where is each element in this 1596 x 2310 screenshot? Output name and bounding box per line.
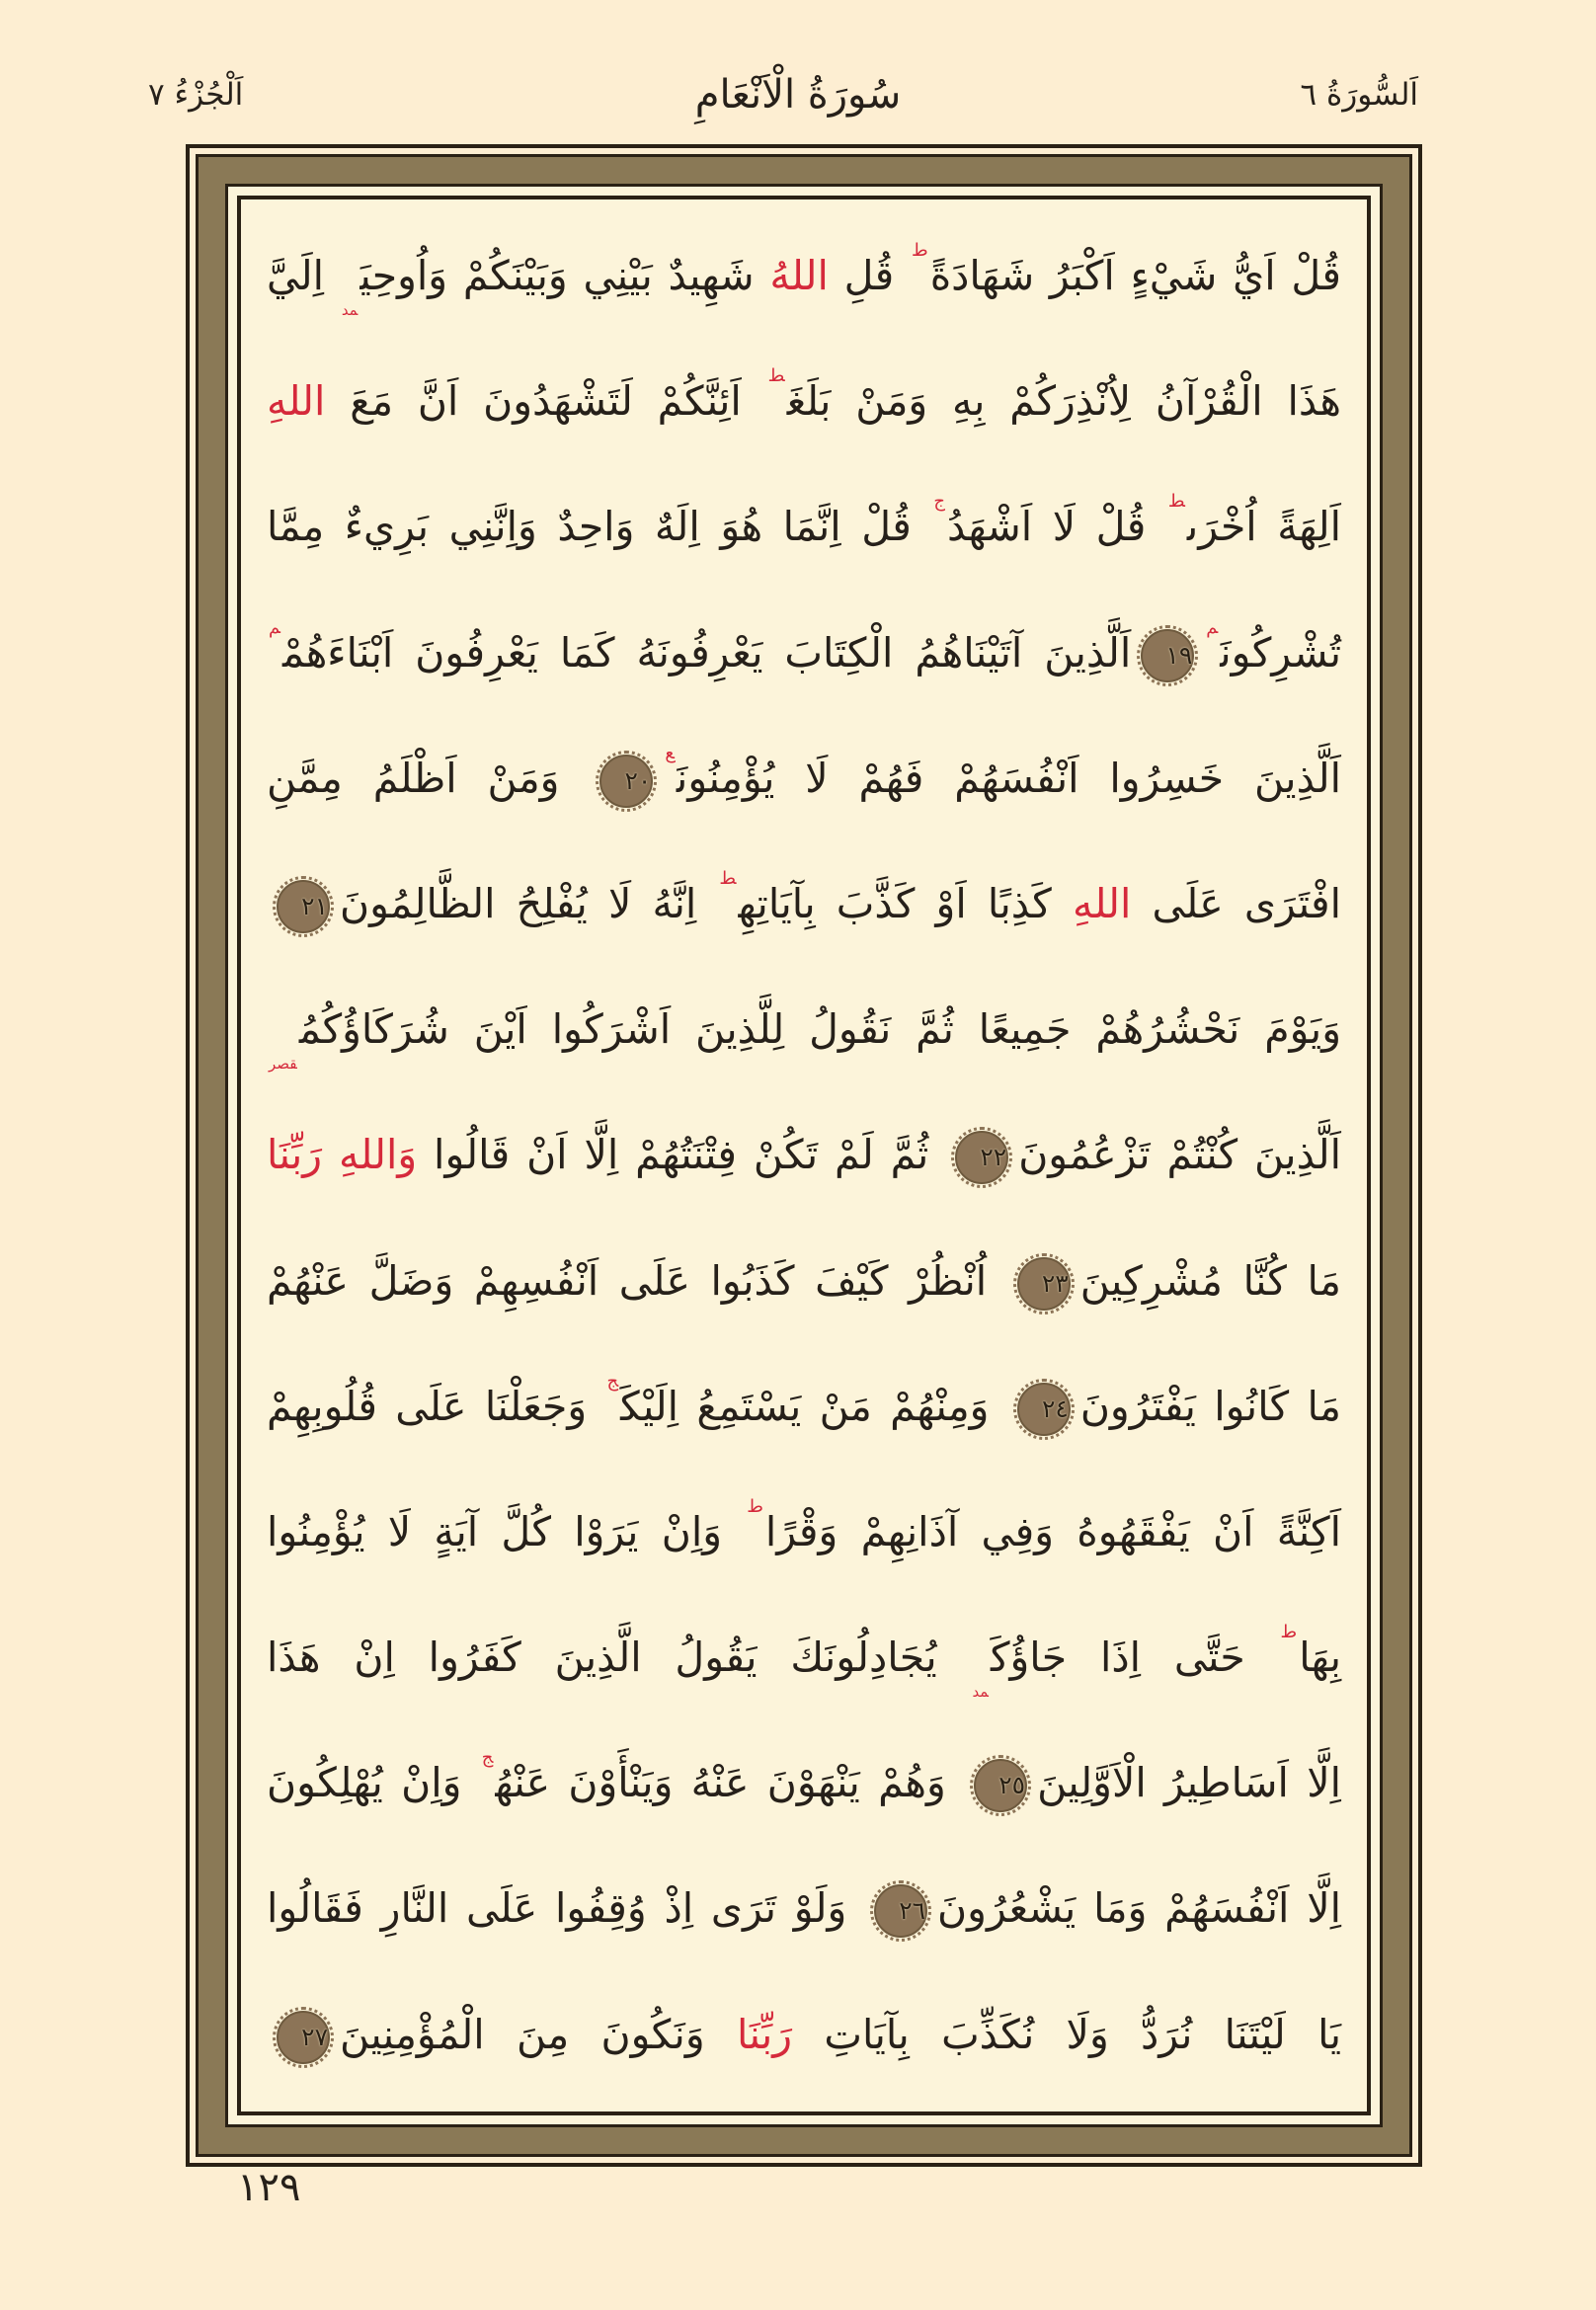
verse-marker: ٢٤ xyxy=(1017,1383,1071,1436)
tajweed-stop-mark: ط xyxy=(747,1495,763,1517)
verse-text: ثُمَّ لَمْ تَكُنْ فِتْنَتُهُمْ اِلَّا اَنْ قَالُوا xyxy=(417,1131,946,1179)
quran-line xyxy=(267,213,1341,339)
quran-text-area xyxy=(267,213,1341,2098)
verse-text: اَئِنَّكُمْ لَتَشْهَدُونَ اَنَّ مَعَ xyxy=(325,377,766,426)
verse-marker: ٢١ xyxy=(277,880,330,933)
verse-text: وَهُمْ يَنْهَوْنَ عَنْهُ وَيَنْأَوْنَ عَنْهُ xyxy=(495,1759,965,1807)
divine-name-text: رَبِّنَا xyxy=(736,2010,793,2058)
page-header xyxy=(0,47,1596,142)
verse-text: اَكِنَّةً اَنْ يَفْقَهُوهُ وَفِي آذَانِهِمْ وَقْرًا xyxy=(764,1507,1342,1555)
tajweed-stop-mark: ط xyxy=(719,867,737,889)
tajweed-note-mark: مد xyxy=(341,301,359,319)
juz-label: اَلْجُزْءُ ٧ xyxy=(148,77,244,113)
verse-text: وَلَوْ تَرَى اِذْ وُقِفُوا عَلَى النَّارِ فَقَالُوا xyxy=(267,1884,865,1933)
tajweed-stop-mark: ط xyxy=(1280,1622,1298,1643)
ornamental-frame xyxy=(186,144,1422,2167)
quran-line xyxy=(267,1344,1341,1470)
surah-title: سُورَةُ الْاَنْعَامِ xyxy=(694,72,902,118)
verse-text: افْتَرَى عَلَى xyxy=(1131,879,1341,927)
verse-text: اِلَّا اَنْفُسَهُمْ وَمَا يَشْعُرُونَ xyxy=(937,1884,1341,1933)
verse-text: اَلَّذِينَ خَسِرُوا اَنْفُسَهُمْ فَهُمْ لَا يُؤْمِنُونَ xyxy=(676,754,1341,802)
quran-line xyxy=(267,339,1341,464)
verse-text: يُجَادِلُونَكَ يَقُولُ الَّذِينَ كَفَرُوا اِنْ هَذَا xyxy=(267,1633,971,1682)
quran-line xyxy=(267,1470,1341,1595)
tajweed-note-mark: قصر xyxy=(269,1055,297,1074)
verse-text: وَنَكُونَ مِنَ الْمُؤْمِنِينَ xyxy=(340,2010,737,2058)
tajweed-note-mark: مد xyxy=(972,1683,989,1702)
quran-line xyxy=(267,464,1341,590)
verse-text: وَاِنْ يَرَوْا كُلَّ آيَةٍ لَا يُؤْمِنُوا xyxy=(267,1507,746,1555)
verse-text: بِهَا xyxy=(1299,1633,1341,1682)
quran-line xyxy=(267,841,1341,967)
verse-text: وَجَعَلْنَا عَلَى قُلُوبِهِمْ xyxy=(267,1382,605,1430)
verse-text: قُلِ xyxy=(828,252,911,299)
verse-marker: ٢٣ xyxy=(1017,1257,1071,1311)
frame-inner xyxy=(237,196,1371,2115)
verse-text: اِلَيَّ xyxy=(267,252,340,299)
quran-line xyxy=(267,1595,1341,1720)
divine-name-text: اللهِ xyxy=(1072,879,1132,927)
verse-marker: ١٩ xyxy=(1141,629,1194,682)
tajweed-stop-mark: م xyxy=(1206,616,1219,638)
verse-text: وَمِنْهُمْ مَنْ يَسْتَمِعُ اِلَيْكَ xyxy=(620,1382,1007,1430)
verse-text: حَتَّى اِذَا جَاؤُكَ xyxy=(990,1633,1279,1682)
quran-line xyxy=(267,591,1341,716)
quran-line xyxy=(267,1846,1341,1971)
verse-text: وَاِنْ يُهْلِكُونَ xyxy=(267,1759,480,1807)
verse-text: اَلَّذِينَ كُنْتُمْ تَزْعُمُونَ xyxy=(1018,1131,1341,1179)
quran-line xyxy=(267,1092,1341,1218)
quran-line xyxy=(267,1972,1341,2098)
tajweed-stop-mark: ج xyxy=(933,491,946,513)
quran-line xyxy=(267,1720,1341,1846)
verse-marker: ٢٧ xyxy=(277,2011,330,2064)
verse-text: هَذَا الْقُرْآنُ لِاُنْذِرَكُمْ بِهِ وَمَنْ بَلَغَ xyxy=(786,377,1341,426)
verse-text: تُشْرِكُونَ xyxy=(1220,628,1341,677)
verse-marker: ٢٦ xyxy=(874,1884,927,1938)
verse-text: يَا لَيْتَنَا نُرَدُّ وَلَا نُكَذِّبَ بِآيَاتِ xyxy=(792,2010,1341,2058)
verse-text: وَمَنْ اَظْلَمُ مِمَّنِ xyxy=(267,754,591,802)
verse-text: شَهِيدٌ بَيْنِي وَبَيْنَكُمْ وَاُوحِيَ xyxy=(359,252,770,299)
verse-text: اَلِهَةً اُخْرَى xyxy=(1186,503,1341,551)
page-number: ١٢٩ xyxy=(237,2165,301,2210)
verse-marker: ٢٠ xyxy=(599,755,653,808)
verse-text: اِلَّا اَسَاطِيرُ الْاَوَّلِينَ xyxy=(1037,1759,1341,1807)
tajweed-stop-mark: م xyxy=(269,616,280,638)
verse-text: اُنْظُرْ كَيْفَ كَذَبُوا عَلَى اَنْفُسِهِمْ وَضَلَّ عَنْهُمْ xyxy=(267,1256,1007,1305)
verse-marker: ٢٥ xyxy=(974,1759,1027,1812)
verse-text: قُلْ اِنَّمَا هُوَ اِلَهٌ وَاحِدٌ وَاِنَّنِي بَرِيءٌ مِمَّا xyxy=(267,503,932,551)
quran-line xyxy=(267,1219,1341,1344)
frame-line-2 xyxy=(196,154,1412,2157)
tajweed-stop-mark: ج xyxy=(606,1370,619,1392)
verse-text: كَذِبًا اَوْ كَذَّبَ بِآيَاتِهِ xyxy=(738,879,1073,927)
tajweed-stop-mark: ط xyxy=(1167,491,1185,513)
verse-text: مَا كَانُوا يَفْتَرُونَ xyxy=(1079,1382,1341,1430)
divine-name-text: اللهِ xyxy=(267,377,326,426)
verse-text: قُلْ لَا اَشْهَدُ xyxy=(947,503,1166,551)
tajweed-stop-mark: ج xyxy=(481,1747,494,1769)
quran-line xyxy=(267,716,1341,841)
tajweed-stop-mark: ع xyxy=(665,742,675,763)
divine-name-text: وَاللهِ رَبِّنَا xyxy=(267,1131,418,1179)
surah-number-label: اَلسُّورَةُ ٦ xyxy=(1300,77,1418,113)
tajweed-stop-mark: ط xyxy=(767,365,785,387)
frame-band xyxy=(199,157,1409,2154)
verse-text: اِنَّهُ لَا يُفْلِحُ الظَّالِمُونَ xyxy=(340,879,718,927)
verse-text: قُلْ اَيُّ شَيْءٍ اَكْبَرُ شَهَادَةً xyxy=(929,252,1342,299)
tajweed-stop-mark: ط xyxy=(912,240,928,261)
verse-text: وَيَوْمَ نَحْشُرُهُمْ جَمِيعًا ثُمَّ نَقُولُ لِلَّذِينَ اَشْرَكُوا اَيْنَ شُرَكَاؤُكُمُ xyxy=(298,1005,1341,1054)
verse-text: مَا كُنَّا مُشْرِكِينَ xyxy=(1079,1256,1341,1305)
quran-line xyxy=(267,967,1341,1092)
frame-line-4 xyxy=(225,184,1383,2127)
verse-marker: ٢٢ xyxy=(955,1131,1008,1184)
divine-name-text: اللهُ xyxy=(769,252,829,299)
verse-text: اَلَّذِينَ آتَيْنَاهُمُ الْكِتَابَ يَعْرِفُونَهُ كَمَا يَعْرِفُونَ اَبْنَاءَهُمْ xyxy=(281,628,1132,677)
